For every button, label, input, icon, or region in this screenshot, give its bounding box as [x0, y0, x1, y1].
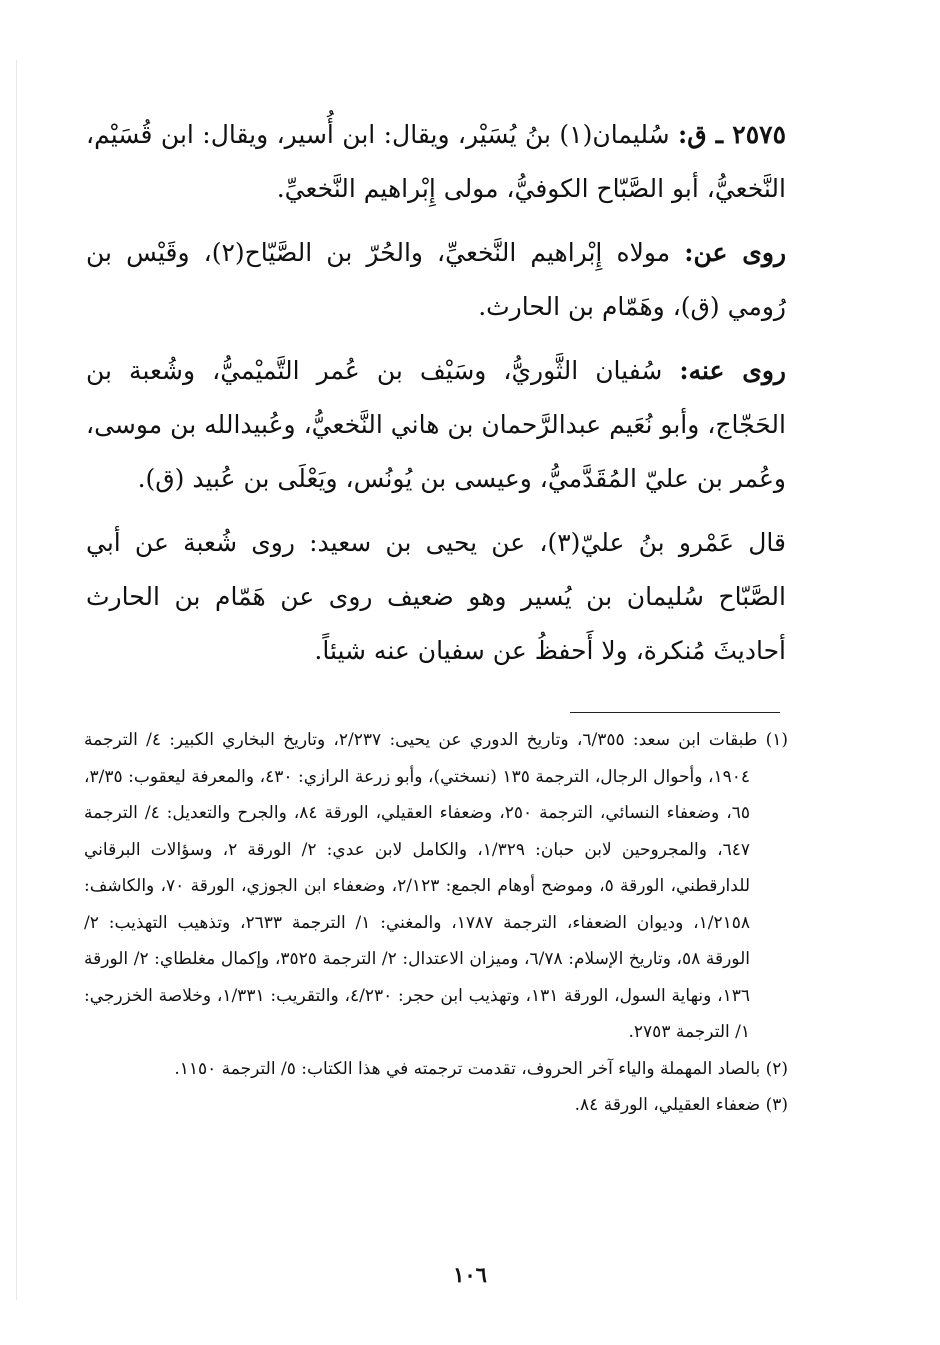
- narrated-by-text: سُفيان الثَّوريُّ، وسَيْف بن عُمر التَّميْميُّ، وشُعبة بن الحَجّاج، وأبو نُعَيم عبدالرَّحمان بن هاني النَّخعيُّ، وعُبيدالله بن موسى، وعُمر بن عليّ المُقَدَّميُّ، وعيسى بن يُونُس، ويَعْلَى بن عُبيد (ق).: [86, 356, 786, 493]
- narrated-from-label: روى عن:: [684, 238, 787, 267]
- scan-margin-line: [16, 60, 17, 1300]
- footnote-3: (٣) ضعفاء العقيلي، الورقة ٨٤.: [574, 1095, 788, 1115]
- entry-number: ٢٥٧٥ ـ ق:: [677, 120, 786, 149]
- narrated-from-text: مولاه إِبْراهيم النَّخعيِّ، والحُرّ بن الصَّيّاح(٢)، وقَيْس بن رُومي (ق)، وهَمّام بن الحارث.: [86, 238, 786, 321]
- entry-heading-paragraph: [86, 108, 786, 216]
- narrated-by-label: روى عنه:: [679, 356, 786, 385]
- page-number: ١٠٦: [453, 1262, 487, 1287]
- entry-name-text: سُليمان(١) بنُ يُسَيْر، ويقال: ابن أُسير، ويقال: ابن قُسَيْم، النَّخعيُّ، أبو الصَّبّاح الكوفيُّ، مولى إِبْراهيم النَّخعيِّ.: [86, 120, 786, 203]
- narrated-by-paragraph: [86, 344, 786, 506]
- footnote-2: (٢) بالصاد المهملة والياء آخر الحروف، تقدمت ترجمته في هذا الكتاب: ٥/ الترجمة ١١٥٠.: [174, 1058, 788, 1079]
- statement-paragraph: قال عَمْرو بنُ عليّ(٣)، عن يحيى بن سعيد: روى شُعبة عن أبي الصَّبّاح سُليمان بن يُسير وهو ضعيف روى عن هَمّام بن الحارث أحاديثَ مُنكرة، ولا أَحفظُ عن سفيان عنه شيئاً.: [86, 528, 786, 665]
- footnote-divider: [570, 712, 780, 713]
- narrated-from-paragraph: [86, 226, 786, 334]
- footnotes: [84, 722, 788, 1124]
- footnote-1: (١) طبقات ابن سعد: ٦/٣٥٥، وتاريخ الدوري عن يحيى: ٢/٢٣٧، وتاريخ البخاري الكبير: ٤/ الترجمة ١٩٠٤، وأحوال الرجال، الترجمة ١٣٥ (نسختي)، وأبو زرعة الرازي: ٤٣٠، والمعرفة ليعقوب: ٣/٣٥، ٦٥، وضعفاء النسائي، الترجمة ٢٥٠، وضعفاء العقيلي، الورقة ٨٤، والجرح والتعديل: ٤/ الترجمة ٦٤٧، والمجروحين لابن حبان: ١/٣٢٩، والكامل لابن عدي: ٢/ الورقة ٢، وسؤالات البرقاني للدارقطني، الورقة ٥، وموضح أوهام الجمع: ٢/١٢٣، وضعفاء ابن الجوزي، الورقة ٧٠، والكاشف: ١/٢١٥٨، وديوان الضعفاء، الترجمة ١٧٨٧، والمغني: ١/ الترجمة ٢٦٣٣، وتذهيب التهذيب: ٢/ الورقة ٥٨، وتاريخ الإسلام: ٦/٧٨، وميزان الاعتدال: ٢/ الترجمة ٣٥٢٥، وإكمال مغلطاي: ٢/ الورقة ١٣٦، ونهاية السول، الورقة ١٣١، وتهذيب ابن حجر: ٤/٢٣٠، والتقريب: ١/٣٣١، وخلاصة الخزرجي: ١/ الترجمة ٢٧٥٣.: [84, 730, 789, 1042]
- entry-body: [86, 108, 786, 688]
